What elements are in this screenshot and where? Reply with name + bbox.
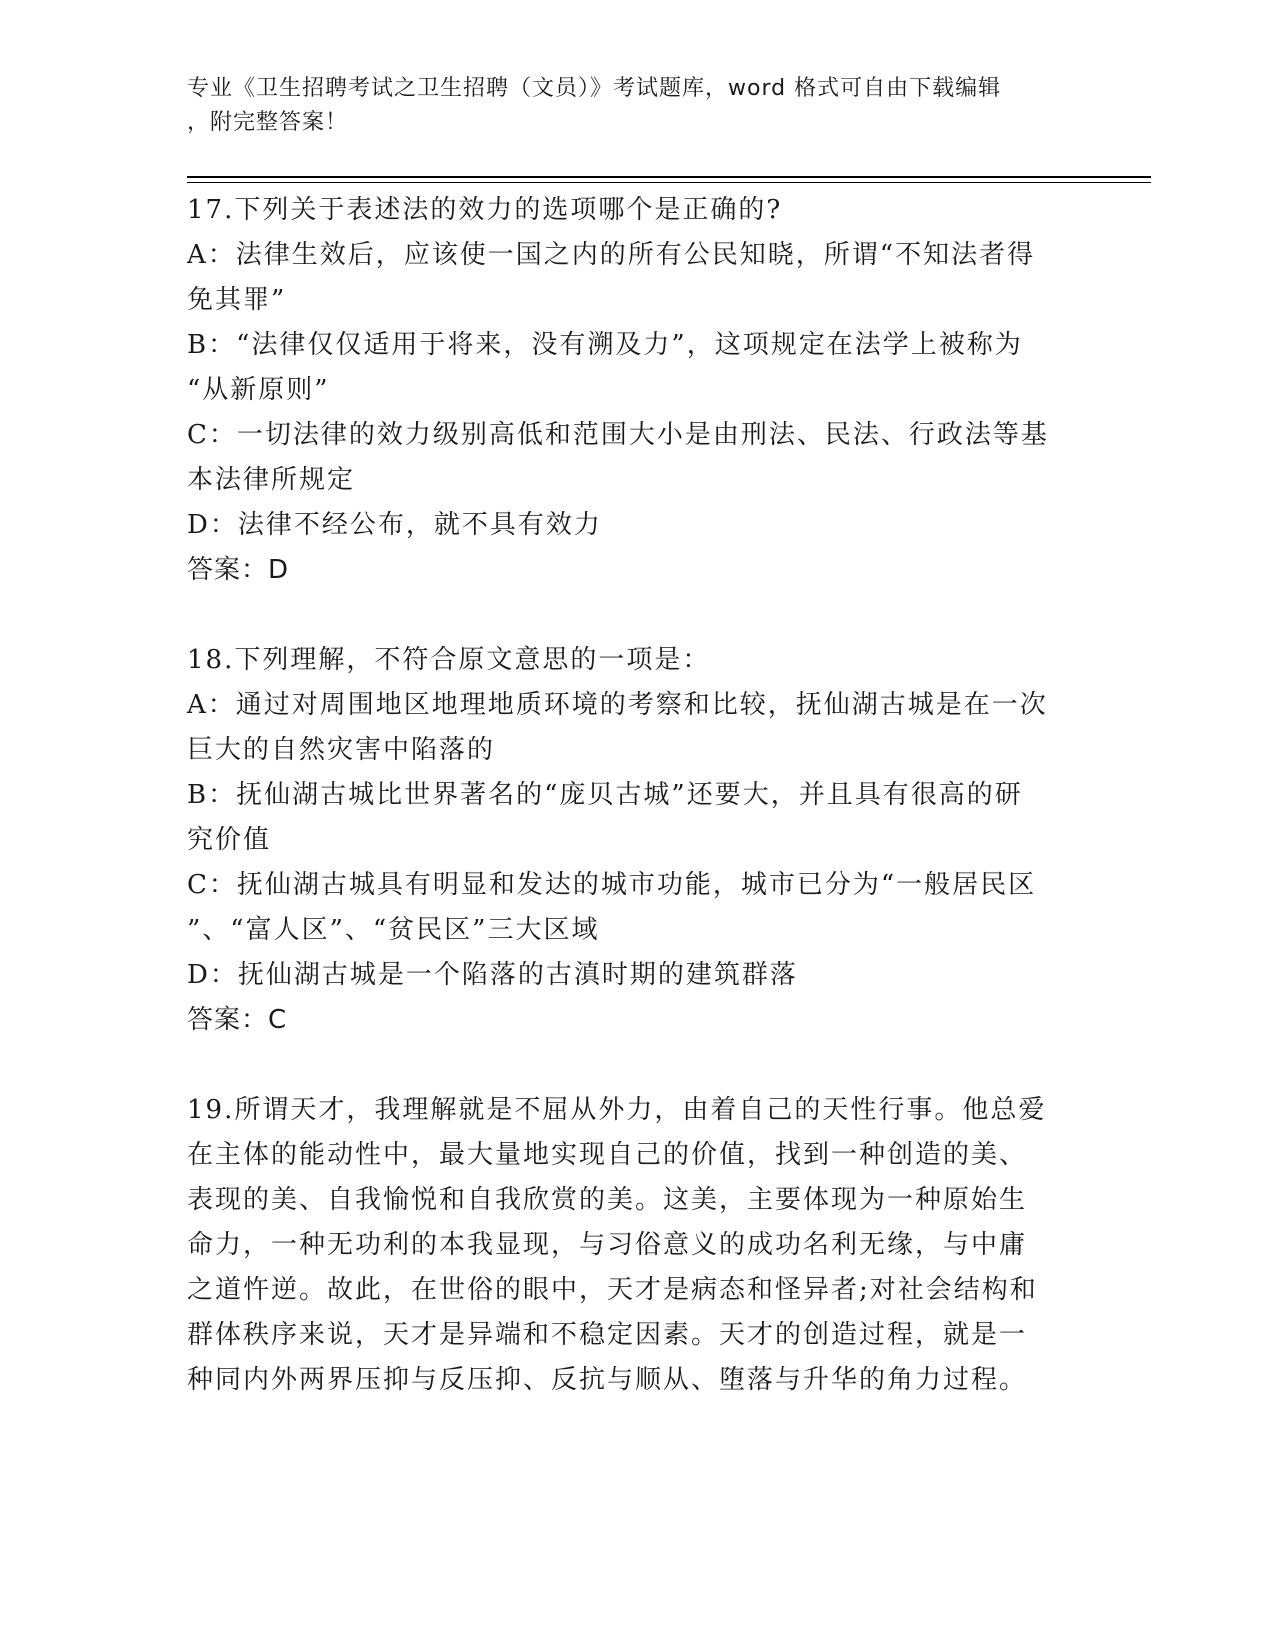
passage-line: 表现的美、自我愉悦和自我欣赏的美。这美，主要体现为一种原始生 [187,1185,1028,1215]
passage-line: 在主体的能动性中，最大量地实现自己的价值，找到一种创造的美、 [187,1140,1028,1170]
option-b-line-2: 究价值 [187,825,272,855]
passage-line: 命力，一种无功利的本我显现，与习俗意义的成功名利无缘，与中庸 [187,1230,1028,1260]
passage-line: 种同内外两界压抑与反压抑、反抗与顺从、堕落与升华的角力过程。 [187,1365,1028,1395]
option-c-line-2: 本法律所规定 [187,465,356,495]
option-d-line-1: D：法律不经公布，就不具有效力 [187,510,602,540]
option-b-line-1: B：抚仙湖古城比世界著名的“庞贝古城”还要大，并且具有很高的研 [187,780,1023,810]
header-rule-thick [187,176,1151,178]
passage-line: 群体秩序来说，天才是异端和不稳定因素。天才的创造过程，就是一 [187,1320,1028,1350]
header-line-2: ，附完整答案！ [187,110,349,135]
option-a-line-2: 巨大的自然灾害中陷落的 [187,735,496,765]
question-stem: 17.下列关于表述法的效力的选项哪个是正确的? [187,195,783,225]
answer-label: 答案：C [187,1005,288,1035]
questions-area [187,188,1067,1448]
option-c-line-2: ”、“富人区”、“贫民区”三大区域 [187,915,600,945]
passage-line: 之道忤逆。故此，在世俗的眼中，天才是病态和怪异者;对社会结构和 [187,1275,1038,1305]
answer-label: 答案：D [187,555,290,585]
option-b-line-1: B：“法律仅仅适用于将来，没有溯及力”，这项规定在法学上被称为 [187,330,1023,360]
option-b-line-2: “从新原则” [187,375,330,405]
question-stem: 18.下列理解，不符合原文意思的一项是： [187,645,711,675]
option-a-line-2: 免其罪” [187,285,287,315]
header-line-1: 专业《卫生招聘考试之卫生招聘（文员）》考试题库，word 格式可自由下载编辑 [187,76,1002,101]
question-17 [187,188,1067,593]
option-c-line-1: C：抚仙湖古城具有明显和发达的城市功能，城市已分为“一般居民区 [187,870,1037,900]
option-a-line-1: A：通过对周围地区地理地质环境的考察和比较，抚仙湖古城是在一次 [187,690,1048,720]
passage-line: 19.所谓天才，我理解就是不屈从外力，由着自己的天性行事。他总爱 [187,1095,1047,1125]
option-a-line-1: A：法律生效后，应该使一国之内的所有公民知晓，所谓“不知法者得 [187,240,1036,270]
option-d-line-1: D：抚仙湖古城是一个陷落的古滇时期的建筑群落 [187,960,798,990]
document-header [187,72,1067,140]
header-rule-thin [187,182,1151,183]
question-19 [187,1088,1067,1403]
option-c-line-1: C：一切法律的效力级别高低和范围大小是由刑法、民法、行政法等基 [187,420,1049,450]
question-18 [187,638,1067,1043]
